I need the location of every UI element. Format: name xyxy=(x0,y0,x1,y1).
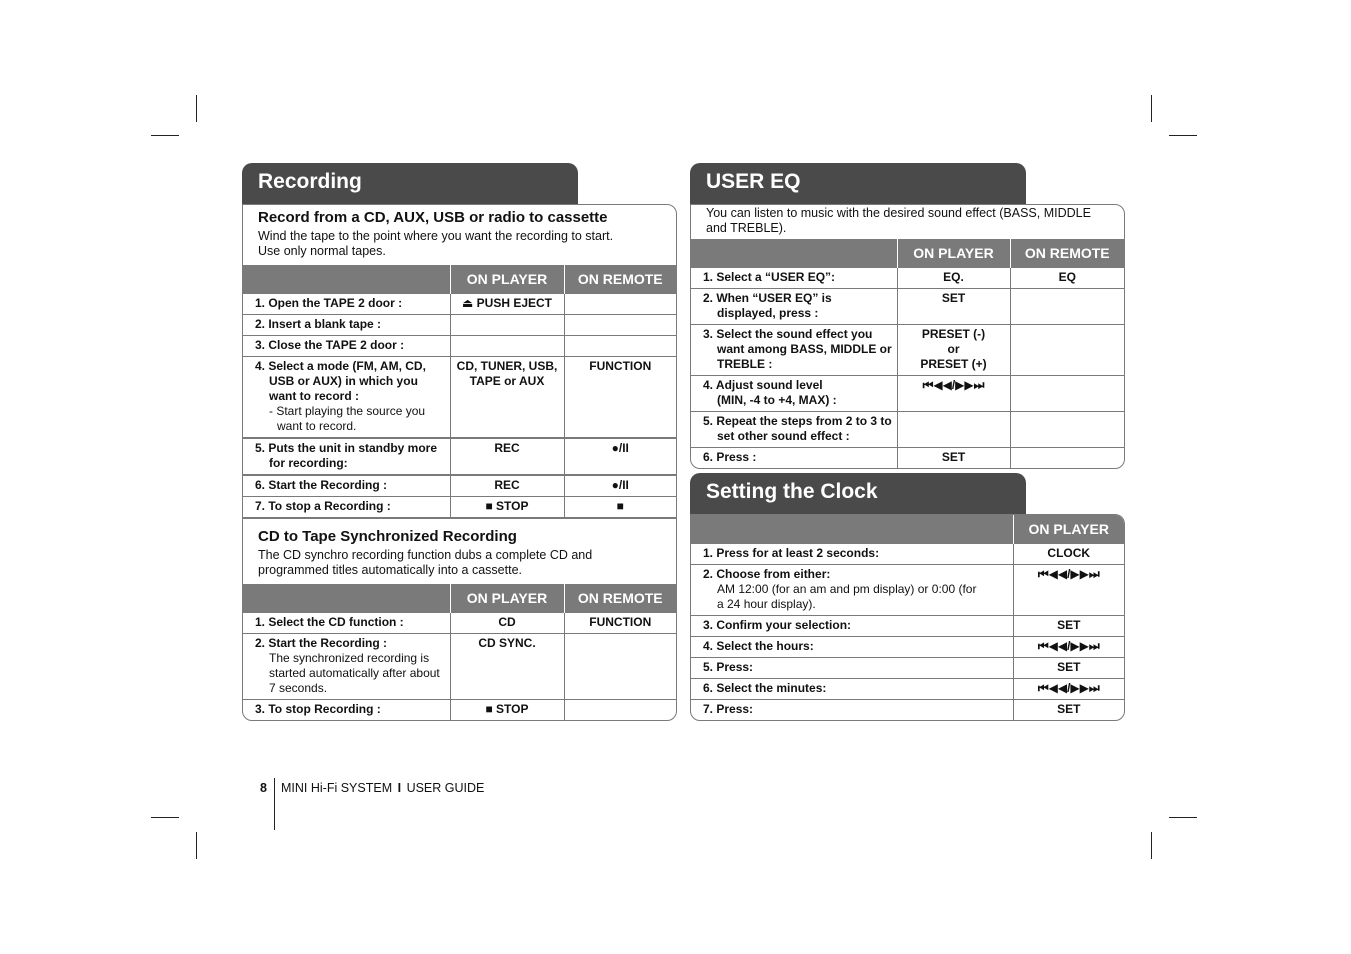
step-label: 2. Start the Recording : xyxy=(255,636,388,650)
step-note: AM 12:00 (for an am and pm display) or 0:00 (for a 24 hour display). xyxy=(717,582,977,611)
table-row xyxy=(691,289,1124,325)
table-row xyxy=(243,438,676,475)
player-cell: SET xyxy=(897,289,1010,325)
player-cell: ⏮◀◀/▶▶⏭ xyxy=(1013,565,1124,616)
header-blank xyxy=(691,239,897,268)
player-cell: REC xyxy=(450,475,564,497)
intro-text: programmed titles automatically into a cassette. xyxy=(258,563,523,577)
step-label: 7. Press: xyxy=(703,702,754,716)
crop-mark xyxy=(1151,95,1152,122)
table-row xyxy=(691,268,1124,289)
table-row xyxy=(243,613,676,634)
step-label: 4. Adjust sound level xyxy=(703,378,823,392)
intro-text: Wind the tape to the point where you want the recording to start. xyxy=(258,229,614,243)
recording-table xyxy=(243,265,676,517)
player-cell: CD, TUNER, USB, TAPE or AUX xyxy=(450,357,564,439)
player-cell: CD SYNC. xyxy=(450,634,564,700)
step-label: 7. To stop a Recording : xyxy=(255,499,391,513)
remote-cell xyxy=(564,336,676,357)
crop-mark xyxy=(151,135,179,136)
subsection-heading: Record from a CD, AUX, USB or radio to cassette xyxy=(258,209,608,226)
table-row xyxy=(243,497,676,518)
table-row xyxy=(691,448,1124,469)
header-blank xyxy=(243,265,450,294)
intro-text: Use only normal tapes. xyxy=(258,244,386,258)
header-blank xyxy=(691,515,1013,544)
guide-name: USER GUIDE xyxy=(406,781,485,795)
table-row xyxy=(691,325,1124,376)
footer-divider xyxy=(274,778,275,830)
step-label: 3. Confirm your selection: xyxy=(703,618,852,632)
remote-cell: FUNCTION xyxy=(564,357,676,439)
player-cell xyxy=(450,336,564,357)
page-number: 8 xyxy=(260,781,267,795)
sync-table xyxy=(243,584,676,720)
player-cell xyxy=(897,412,1010,448)
step-label: 1. Press for at least 2 seconds: xyxy=(703,546,880,560)
intro-text: You can listen to music with the desired sound effect (BASS, MIDDLE and TREBLE). xyxy=(706,206,1091,235)
player-cell: ⏮◀◀/▶▶⏭ xyxy=(1013,679,1124,700)
product-name: MINI Hi-Fi SYSTEM xyxy=(281,781,393,795)
player-cell: ⏮◀◀/▶▶⏭ xyxy=(1013,637,1124,658)
table-row xyxy=(691,412,1124,448)
crop-mark xyxy=(196,832,197,859)
header-blank xyxy=(243,584,450,613)
table-row xyxy=(691,658,1124,679)
footer-text xyxy=(281,781,484,795)
remote-cell: ■ xyxy=(564,497,676,518)
remote-cell xyxy=(1010,325,1124,376)
step-label: 5. Repeat the steps from 2 to 3 to set other sound effect : xyxy=(703,414,892,443)
remote-cell xyxy=(1010,289,1124,325)
section-title: Setting the Clock xyxy=(690,473,1026,515)
remote-cell xyxy=(1010,448,1124,469)
step-label: 2. When “USER EQ” is displayed, press : xyxy=(703,291,832,320)
step-note: - Start playing the source you want to record. xyxy=(269,404,426,433)
user-eq-intro xyxy=(691,205,1124,239)
user-eq-table xyxy=(691,239,1124,468)
step-label: 6. Select the minutes: xyxy=(703,681,827,695)
col-on-player: ON PLAYER xyxy=(450,584,564,613)
table-row xyxy=(691,616,1124,637)
player-cell: SET xyxy=(1013,658,1124,679)
player-line: PRESET (-) xyxy=(921,327,986,341)
player-cell: CLOCK xyxy=(1013,544,1124,565)
player-cell: SET xyxy=(1013,616,1124,637)
step-label: 3. To stop Recording : xyxy=(255,702,381,716)
step-label: 1. Select the CD function : xyxy=(255,615,404,629)
player-cell: ⏏ PUSH EJECT xyxy=(450,294,564,315)
step-label: 5. Press: xyxy=(703,660,754,674)
crop-mark xyxy=(1169,135,1197,136)
col-on-remote: ON REMOTE xyxy=(564,265,676,294)
footer-separator: I xyxy=(397,781,402,795)
remote-cell xyxy=(564,294,676,315)
player-cell: SET xyxy=(897,448,1010,469)
step-note: The synchronized recording is started automatically after about 7 seconds. xyxy=(269,651,440,695)
player-line: PRESET (+) xyxy=(920,357,987,371)
step-label: 6. Press : xyxy=(703,450,757,464)
table-row xyxy=(691,544,1124,565)
player-line: or xyxy=(947,342,960,356)
subsection-heading: CD to Tape Synchronized Recording xyxy=(258,528,517,545)
recording-panel xyxy=(242,204,677,721)
clock-panel xyxy=(690,514,1125,721)
col-on-player: ON PLAYER xyxy=(450,265,564,294)
remote-cell: FUNCTION xyxy=(564,613,676,634)
crop-mark xyxy=(1151,832,1152,859)
step-label: 5. Puts the unit in standby more for recording: xyxy=(255,441,438,470)
table-row xyxy=(243,294,676,315)
step-label-cont: (MIN, -4 to +4, MAX) : xyxy=(717,393,837,407)
remote-cell xyxy=(564,315,676,336)
step-label: 2. Choose from either: xyxy=(703,567,831,581)
col-on-player: ON PLAYER xyxy=(1013,515,1124,544)
table-row xyxy=(691,700,1124,721)
player-cell: EQ. xyxy=(897,268,1010,289)
step-label: 3. Close the TAPE 2 door : xyxy=(255,338,405,352)
table-row xyxy=(243,634,676,700)
player-cell: REC xyxy=(450,438,564,475)
table-row xyxy=(243,315,676,336)
table-row xyxy=(691,565,1124,616)
player-cell: ■ STOP xyxy=(450,497,564,518)
crop-mark xyxy=(151,817,179,818)
step-label: 4. Select the hours: xyxy=(703,639,814,653)
intro-text: The CD synchro recording function dubs a complete CD and xyxy=(258,548,593,562)
section-title: USER EQ xyxy=(690,163,1026,205)
player-cell: CD xyxy=(450,613,564,634)
table-row xyxy=(691,637,1124,658)
step-label: 4. Select a mode (FM, AM, CD, USB or AUX) in which you want to record : xyxy=(255,359,426,403)
remote-cell: ●/II xyxy=(564,475,676,497)
table-row xyxy=(691,679,1124,700)
recording-section xyxy=(242,163,677,721)
player-cell: ■ STOP xyxy=(450,700,564,721)
user-eq-panel xyxy=(690,204,1125,469)
player-cell: SET xyxy=(1013,700,1124,721)
step-label: 2. Insert a blank tape : xyxy=(255,317,382,331)
step-label: 1. Open the TAPE 2 door : xyxy=(255,296,403,310)
step-label: 6. Start the Recording : xyxy=(255,478,388,492)
step-label: 3. Select the sound effect you want among BASS, MIDDLE or TREBLE : xyxy=(703,327,892,371)
clock-section xyxy=(690,473,1125,721)
sync-intro xyxy=(243,519,676,584)
remote-cell: ●/II xyxy=(564,438,676,475)
crop-mark xyxy=(196,95,197,122)
remote-cell xyxy=(564,634,676,700)
remote-cell xyxy=(1010,376,1124,412)
crop-mark xyxy=(1169,817,1197,818)
table-row xyxy=(243,336,676,357)
recording-intro xyxy=(243,205,676,265)
remote-cell: EQ xyxy=(1010,268,1124,289)
col-on-player: ON PLAYER xyxy=(897,239,1010,268)
player-cell xyxy=(450,315,564,336)
player-cell: ⏮◀◀/▶▶⏭ xyxy=(897,376,1010,412)
remote-cell xyxy=(564,700,676,721)
section-title: Recording xyxy=(242,163,578,205)
user-eq-section xyxy=(690,163,1125,469)
clock-table xyxy=(691,515,1124,720)
table-row xyxy=(243,475,676,497)
player-cell xyxy=(897,325,1010,376)
col-on-remote: ON REMOTE xyxy=(1010,239,1124,268)
table-row xyxy=(243,700,676,721)
remote-cell xyxy=(1010,412,1124,448)
table-row xyxy=(691,376,1124,412)
table-row xyxy=(243,357,676,439)
step-label: 1. Select a “USER EQ”: xyxy=(703,270,836,284)
col-on-remote: ON REMOTE xyxy=(564,584,676,613)
